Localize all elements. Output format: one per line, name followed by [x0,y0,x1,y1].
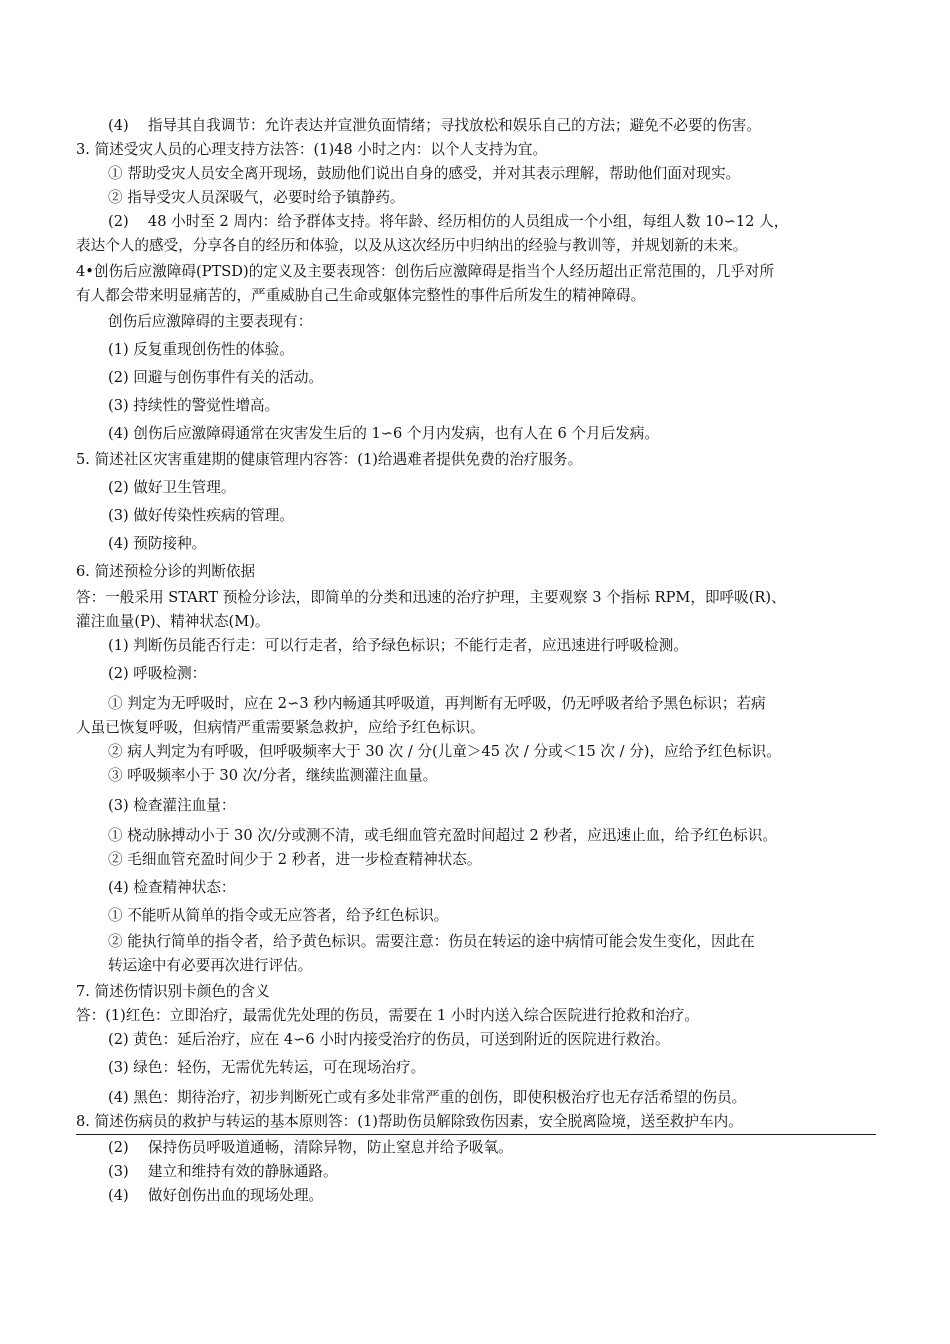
question-heading: 5. 简述社区灾害重建期的健康管理内容答：(1)给遇难者提供免费的治疗服务。 [76,451,583,468]
question-heading: 8. 简述伤病员的救护与转运的基本原则答：(1)帮助伤员解除致伤因素，安全脱离险境，送至救护车内。 [76,1113,743,1130]
list-item: (1) 反复重现创伤性的体验。 [108,341,294,358]
text-line: 人虽已恢复呼吸，但病情严重需要紧急救护，应给予红色标识。 [76,719,485,736]
text-line: ③ 呼吸频率小于 30 次/分者，继续监测灌注血量。 [108,767,438,784]
list-item: (4) 预防接种。 [108,535,207,552]
text-line: 有人都会带来明显痛苦的，严重威胁自己生命或躯体完整性的事件后所发生的精神障碍。 [76,287,646,304]
list-item: (3) 绿色：轻伤，无需优先转运，可在现场治疗。 [108,1059,426,1076]
text-line: ② 能执行简单的指令者，给予黄色标识。需要注意：伤员在转运的途中病情可能会发生变化，因此在 [108,933,755,950]
text-line: ① 帮助受灾人员安全离开现场，鼓励他们说出自身的感受，并对其表示理解，帮助他们面对现实。 [108,165,741,182]
horizontal-rule [76,1134,876,1135]
text-line: 表达个人的感受，分享各自的经历和体验，以及从这次经历中归纳出的经验与教训等，并规划新的未来。 [76,237,748,254]
text-line: 答：(1)红色：立即治疗，最需优先处理的伤员，需要在 1 小时内送入综合医院进行抢救和治疗。 [76,1007,699,1024]
text-line: ② 指导受灾人员深吸气，必要时给予镇静药。 [108,189,405,206]
list-item: (4) 检查精神状态： [108,879,236,896]
question-heading: 3. 简述受灾人员的心理支持方法答：(1)48 小时之内：以个人支持为宜。 [76,141,548,158]
text-line: 灌注血量(P)、精神状态(M)。 [76,613,270,630]
question-heading: 6. 简述预检分诊的判断依据 [76,563,256,580]
text-line: (2) 48 小时至 2 周内：给予群体支持。将年龄、经历相仿的人员组成一个小组，每组人数 10∽12 人， [108,213,789,230]
list-item: (3) 持续性的警觉性增高。 [108,397,280,414]
list-item: (2) 保持伤员呼吸道通畅，清除异物，防止窒息并给予吸氧。 [108,1139,513,1156]
question-heading: 4•创伤后应激障碍(PTSD)的定义及主要表现答：创伤后应激障碍是指当个人经历超出正常范围的，几乎对所 [76,263,775,280]
list-item: (2) 回避与创伤事件有关的活动。 [108,369,324,386]
list-item: (4) 创伤后应激障碍通常在灾害发生后的 1∽6 个月内发病，也有人在 6 个月后发病。 [108,425,659,442]
text-line: ② 毛细血管充盈时间少于 2 秒者，进一步检查精神状态。 [108,851,482,868]
text-line: ② 病人判定为有呼吸，但呼吸频率大于 30 次 / 分(儿童＞45 次 / 分或＜15 次 / 分)，应给予红色标识。 [108,743,781,760]
text-line: 答：一般采用 START 预检分诊法，即简单的分类和迅速的治疗护理，主要观察 3 个指标 RPM，即呼吸(R)、 [76,589,786,606]
list-item: (2) 做好卫生管理。 [108,479,236,496]
text-line: ① 判定为无呼吸时，应在 2∽3 秒内畅通其呼吸道，再判断有无呼吸，仍无呼吸者给予黑色标识；若病 [108,695,766,712]
list-item: (4) 黑色：期待治疗，初步判断死亡或有多处非常严重的创伤，即使积极治疗也无存活希望的伤员。 [108,1089,747,1106]
text-line: (4) 指导其自我调节：允许表达并宣泄负面情绪；寻找放松和娱乐自己的方法；避免不必要的伤害。 [108,117,761,134]
list-item: (3) 建立和维持有效的静脉通路。 [108,1163,338,1180]
list-item: (3) 检查灌注血量： [108,797,236,814]
question-heading: 7. 简述伤情识别卡颜色的含义 [76,983,270,1000]
text-line: ① 桡动脉搏动小于 30 次/分或测不清，或毛细血管充盈时间超过 2 秒者，应迅速止血，给予红色标识。 [108,827,777,844]
list-item: (2) 黄色：延后治疗，应在 4∽6 小时内接受治疗的伤员，可送到附近的医院进行救治。 [108,1031,670,1048]
list-item: (1) 判断伤员能否行走：可以行走者，给予绿色标识；不能行走者，应迅速进行呼吸检测。 [108,637,688,654]
text-line: 转运途中有必要再次进行评估。 [108,957,313,974]
text-line: ① 不能听从简单的指令或无应答者，给予红色标识。 [108,907,449,924]
list-item: (3) 做好传染性疾病的管理。 [108,507,294,524]
list-item: (4) 做好创伤出血的现场处理。 [108,1187,324,1204]
text-line: 创伤后应激障碍的主要表现有： [108,313,313,330]
list-item: (2) 呼吸检测： [108,665,207,682]
